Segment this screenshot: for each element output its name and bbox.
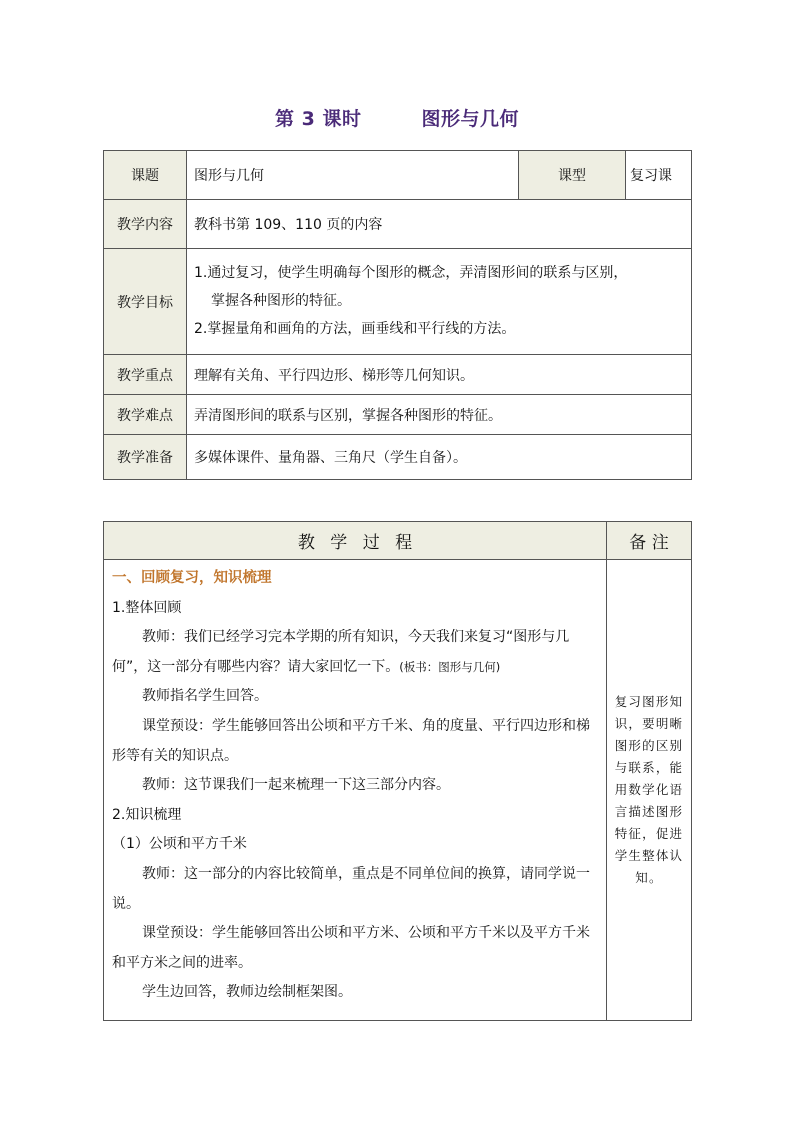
- paragraph-1: 教师：我们已经学习完本学期的所有知识，今天我们来复习“图形与几何”，这一部分有哪些内容？请大家回忆一下。(板书：图形与几何): [112, 629, 570, 675]
- notes-header: 备 注: [607, 522, 692, 560]
- goals-label: 教学目标: [104, 249, 187, 355]
- notes-content: 复习图形知识，要明晰图形的区别与联系，能用数学化语言描述图形特征，促进学生整体认知。: [607, 560, 692, 1021]
- lesson-info-table: [103, 150, 692, 480]
- prep-label: 教学准备: [104, 435, 187, 480]
- teaching-process-table: [103, 521, 692, 1021]
- prep-value: 多媒体课件、量角器、三角尺（学生自备）。: [187, 435, 692, 480]
- difficult-label: 教学难点: [104, 395, 187, 435]
- lesson-title: 图形与几何: [421, 108, 519, 130]
- key-label: 教学重点: [104, 355, 187, 395]
- paragraph-6: 课堂预设：学生能够回答出公顷和平方米、公顷和平方千米以及平方千米和平方米之间的进率。: [112, 925, 590, 971]
- section-1-title: 一、回顾复习，知识梳理: [112, 570, 272, 586]
- difficult-value: 弄清图形间的联系与区别，掌握各种图形的特征。: [187, 395, 692, 435]
- paragraph-4: 教师：这节课我们一起来梳理一下这三部分内容。: [142, 777, 450, 794]
- topic-value: 图形与几何: [187, 151, 519, 200]
- subsection-2: 2.知识梳理: [112, 806, 182, 823]
- lesson-number: 第 3 课时: [275, 108, 362, 130]
- content-value: 教科书第 109、110 页的内容: [187, 200, 692, 249]
- process-header: 教 学 过 程: [104, 522, 607, 560]
- type-value: 复习课: [626, 151, 692, 200]
- goal-1-line-2: 掌握各种图形的特征。: [211, 293, 351, 309]
- paragraph-5: 教师：这一部分的内容比较简单，重点是不同单位间的换算，请同学说一说。: [112, 865, 590, 912]
- subsection-2-1: （1）公顷和平方千米: [112, 836, 247, 853]
- key-value: 理解有关角、平行四边形、梯形等几何知识。: [187, 355, 692, 395]
- board-note: (板书：图形与几何): [399, 659, 501, 674]
- paragraph-7: 学生边回答，教师边绘制框架图。: [142, 984, 352, 1001]
- subsection-1: 1.整体回顾: [112, 599, 182, 616]
- goal-2: 2.掌握量角和画角的方法，画垂线和平行线的方法。: [194, 321, 516, 337]
- content-label: 教学内容: [104, 200, 187, 249]
- goals-value: [187, 249, 692, 355]
- paragraph-2: 教师指名学生回答。: [142, 688, 268, 705]
- goal-1-line-1: 1.通过复习，使学生明确每个图形的概念，弄清图形间的联系与区别，: [194, 265, 628, 281]
- type-label: 课型: [519, 151, 626, 200]
- topic-label: 课题: [104, 151, 187, 200]
- page-title: [0, 104, 794, 131]
- process-content: [104, 560, 607, 1021]
- paragraph-3: 课堂预设：学生能够回答出公顷和平方千米、角的度量、平行四边形和梯形等有关的知识点。: [112, 717, 590, 764]
